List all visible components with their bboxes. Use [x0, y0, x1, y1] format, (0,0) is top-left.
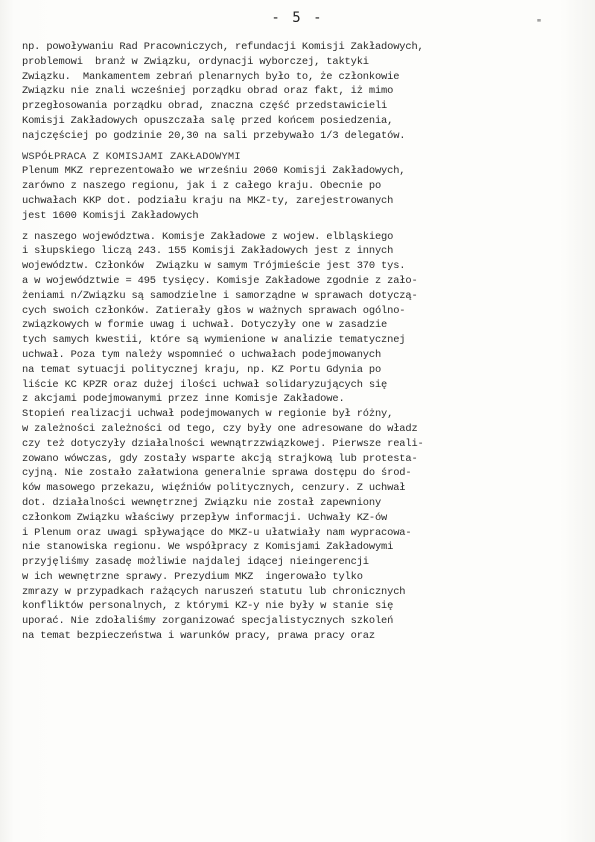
text-line: cyjną. Nie zostało załatwiona generalnie sprawa dostępu do środ- — [22, 467, 412, 480]
text-line: najczęściej po godzinie 20,30 na sali przebywało 1/3 delegatów. — [22, 129, 406, 142]
typed-body-text — [22, 40, 582, 644]
text-line: jest 1600 Komisji Zakładowych — [22, 209, 199, 222]
text-line: Stopień realizacji uchwał podejmowanych w regionie był różny, — [22, 408, 394, 421]
text-line: a w województwie = 495 tysięcy. Komisje Zakładowe zgodnie z zało- — [22, 274, 418, 287]
margin-mark: " — [536, 18, 543, 29]
text-line: zarówno z naszego regionu, jak i z całego kraju. Obecnie po — [22, 180, 382, 193]
text-line: Związku. Mankamentem zebrań plenarnych było to, że członkowie — [22, 70, 400, 83]
text-line: konfliktów personalnych, z którymi KZ-y nie były w stanie się — [22, 600, 394, 613]
text-line: członkom Związku właściwy przepływ informacji. Uchwały KZ-ów — [22, 511, 388, 524]
text-line: na temat bezpieczeństwa i warunków pracy, prawa pracy oraz — [22, 630, 375, 643]
text-line: województw. Członków Związku w samym Trójmieście jest 370 tys. — [22, 260, 406, 273]
text-line: np. powoływaniu Rad Pracowniczych, refundacji Komisji Zakładowych, — [22, 41, 424, 53]
text-line: z naszego województwa. Komisje Zakładowe z wojew. elbląskiego — [22, 230, 394, 243]
text-line: przyjęliśmy zasadę możliwie najdalej idącej nieingerencji — [22, 556, 369, 569]
text-line: zmrazy w przypadkach rażących naruszeń statutu lub chronicznych — [22, 585, 406, 598]
text-line: i słupskiego liczą 243. 155 Komisji Zakładowych jest z innych — [22, 245, 394, 258]
text-line: cych swoich członków. Zatierały głos w ważnych sprawach ogólno- — [22, 304, 406, 317]
text-line: z akcjami podejmowanymi przez inne Komisje Zakładowe. — [22, 393, 345, 406]
page-number: - 5 - — [271, 10, 324, 26]
text-line: tych samych kwestii, które są wymienione w analizie tematycznej — [22, 334, 406, 347]
text-line: przegłosowania porządku obrad, znaczna część przedstawicieli — [22, 100, 388, 113]
text-line: zowano wówczas, gdy zostały wsparte akcją strajkową lub protesta- — [22, 452, 418, 465]
text-line: problemowi branż w Związku, ordynacji wyborczej, taktyki — [22, 55, 369, 68]
text-line: czy też dotyczyły działalności wewnątrzzwiązkowej. Pierwsze reali- — [22, 437, 424, 450]
text-line: Związku nie znali wcześniej porządku obrad oraz fakt, iż mimo — [22, 85, 394, 98]
text-line: i Plenum oraz uwagi spływające do MKZ-u ułatwiały nam wypracowa- — [22, 526, 412, 539]
text-line: ków masowego przekazu, więźniów politycznych, cenzury. Z uchwał — [22, 482, 406, 495]
text-line: związkowych w formie uwag i uchwał. Dotyczyły one w zasadzie — [22, 319, 388, 332]
text-line: uchwał. Poza tym należy wspomnieć o uchwałach podejmowanych — [22, 348, 382, 361]
text-line: w zależności zależności od tego, czy były one adresowane do władz — [22, 422, 418, 435]
section-heading: WSPÓŁPRACA Z KOMISJAMI ZAKŁADOWYMI — [22, 150, 241, 163]
text-line: Komisji Zakładowych opuszczała salę przed końcem posiedzenia, — [22, 114, 394, 127]
text-line: Plenum MKZ reprezentowało we wrześniu 2060 Komisji Zakładowych, — [22, 165, 406, 178]
text-line: liście KC KPZR oraz dużej ilości uchwał solidaryzujących się — [22, 378, 388, 391]
text-line: uchwałach KKP dot. podziału kraju na MKZ-ty, zarejestrowanych — [22, 194, 394, 207]
text-line: nie stanowiska regionu. We współpracy z Komisjami Zakładowymi — [22, 541, 394, 554]
text-line: na temat sytuacji politycznej kraju, np. KZ Portu Gdynia po — [22, 363, 382, 376]
text-line: żeniami n/Związku są samodzielne i samorządne w sprawach dotyczą- — [22, 289, 418, 302]
text-line: w ich wewnętrzne sprawy. Prezydium MKZ ingerowało tylko — [22, 570, 363, 583]
text-line: dot. działalności wewnętrznej Związku nie został zapewniony — [22, 496, 382, 509]
text-line: uporać. Nie zdołaliśmy zorganizować specjalistycznych szkoleń — [22, 615, 394, 628]
